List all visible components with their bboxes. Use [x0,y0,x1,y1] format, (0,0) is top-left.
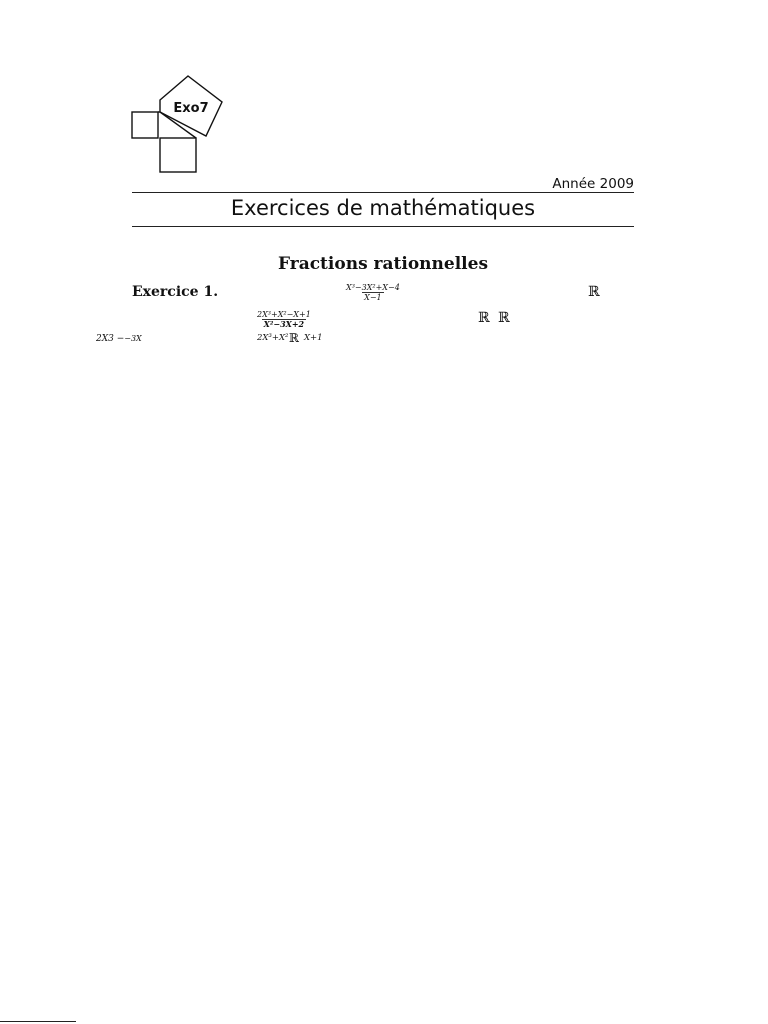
footnote-rule [0,1021,76,1022]
exercise-label: Exercice 1. [132,284,219,300]
reals-symbol: ℝ [478,310,490,326]
fraction-2-denominator: X²−3X+2 [263,319,305,329]
fraction-2-numerator: 2X³+X²−X+1 [257,310,311,319]
reals-symbol: ℝ [588,284,600,300]
header-bottom-rule [132,226,634,227]
fraction-2 [255,310,313,329]
reals-symbol: ℝ [498,310,510,326]
header-top-rule [132,192,634,193]
math-fragment-mid: 2X³+X² [257,333,289,343]
math-fragment-left [96,334,142,344]
page-title: Exercices de mathématiques [230,196,536,220]
math-fragment-left-b: −3X [124,334,142,343]
math-fragment-mid-tail: X+1 [304,333,323,343]
fraction-1-denominator: X−1 [364,293,382,302]
year-label: Année 2009 [552,176,634,192]
logo-text: Exo7 [173,101,209,116]
math-fragment-left-a: 2X3 − [96,334,125,344]
section-title: Fractions rationnelles [277,254,489,274]
exo7-logo [128,72,228,176]
fraction-1 [344,283,402,302]
fraction-1-numerator: X³−3X²+X−4 [346,283,400,292]
reals-symbol: ℝ [289,331,299,345]
